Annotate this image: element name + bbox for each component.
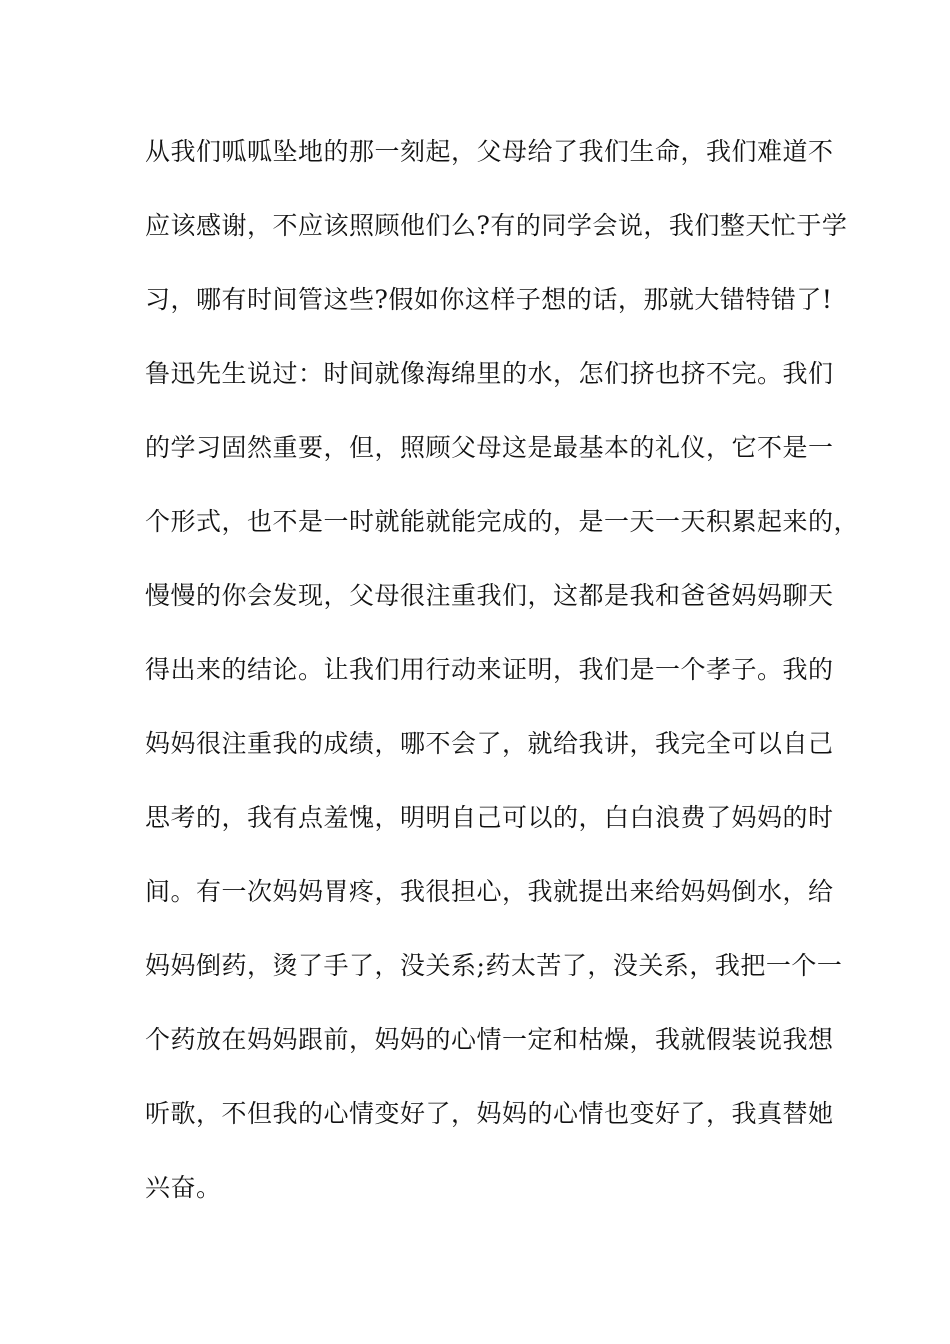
- text-line: 妈妈很注重我的成绩，哪不会了，就给我讲，我完全可以自己: [145, 729, 834, 758]
- text-line: 应该感谢，不应该照顾他们么?有的同学会说，我们整天忙于学: [145, 211, 848, 240]
- text-line: 兴奋。: [145, 1173, 222, 1202]
- text-line: 个形式，也不是一时就能就能完成的，是一天一天积累起来的，: [145, 507, 860, 536]
- body-paragraph: [145, 128, 860, 1238]
- text-line: 鲁迅先生说过：时间就像海绵里的水，怎们挤也挤不完。我们: [145, 359, 834, 388]
- text-line: 慢慢的你会发现，父母很注重我们，这都是我和爸爸妈妈聊天: [145, 581, 834, 610]
- text-line: 得出来的结论。让我们用行动来证明，我们是一个孝子。我的: [145, 655, 834, 684]
- text-line: 习，哪有时间管这些?假如你这样子想的话，那就大错特错了!: [145, 285, 833, 314]
- text-line: 妈妈倒药，烫了手了，没关系;药太苦了，没关系，我把一个一: [145, 951, 843, 980]
- text-line: 听歌，不但我的心情变好了，妈妈的心情也变好了，我真替她: [145, 1099, 834, 1128]
- text-line: 个药放在妈妈跟前，妈妈的心情一定和枯燥，我就假装说我想: [145, 1025, 834, 1054]
- text-line: 间。有一次妈妈胃疼，我很担心，我就提出来给妈妈倒水，给: [145, 877, 834, 906]
- text-line: 的学习固然重要，但，照顾父母这是最基本的礼仪，它不是一: [145, 433, 834, 462]
- text-line: 思考的，我有点羞愧，明明自己可以的，白白浪费了妈妈的时: [145, 803, 834, 832]
- text-line: 从我们呱呱坠地的那一刻起，父母给了我们生命，我们难道不: [145, 137, 834, 166]
